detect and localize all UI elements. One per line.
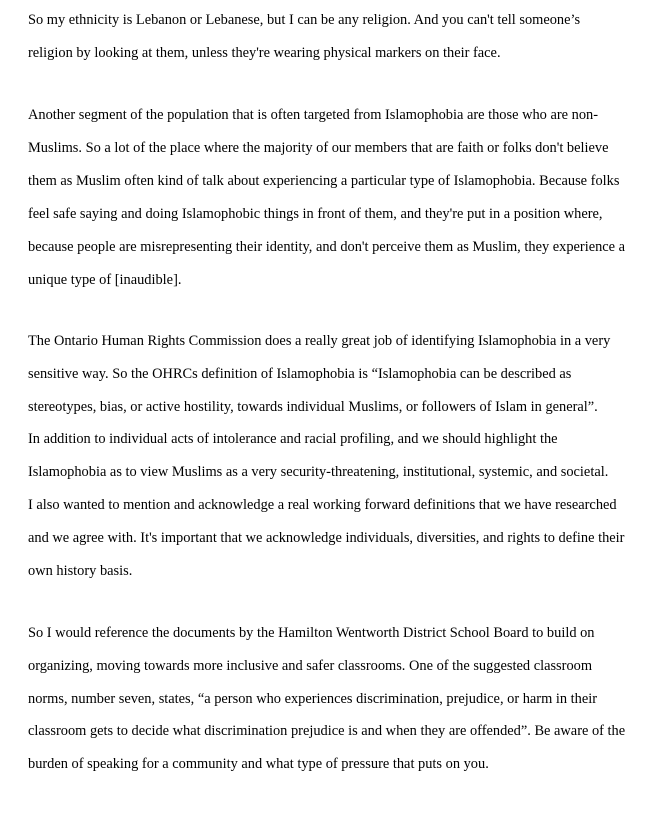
text-line: and we agree with. It's important that we acknowledge individuals, diversities, and rights to define their bbox=[28, 530, 625, 546]
text-line: sensitive way. So the OHRCs definition of Islamophobia is “Islamophobia can be described as bbox=[28, 366, 572, 382]
text-line: religion by looking at them, unless they're wearing physical markers on their face. bbox=[28, 45, 501, 61]
text-line: because people are misrepresenting their identity, and don't perceive them as Muslim, they experience a bbox=[28, 239, 626, 255]
text-line: The Ontario Human Rights Commission does a really great job of identifying Islamophobia in a very bbox=[28, 333, 611, 349]
text-line: So I would reference the documents by the Hamilton Wentworth District School Board to build on bbox=[28, 625, 595, 641]
text-line: them as Muslim often kind of talk about experiencing a particular type of Islamophobia. Because folks bbox=[28, 173, 620, 189]
text-line: Islamophobia as to view Muslims as a very security-threatening, institutional, systemic, and societal. bbox=[28, 464, 609, 480]
text-line: unique type of [inaudible]. bbox=[28, 272, 182, 288]
text-line: I also wanted to mention and acknowledge a real working forward definitions that we have researched bbox=[28, 497, 617, 513]
text-line: Muslims. So a lot of the place where the majority of our members that are faith or folks don't believe bbox=[28, 140, 609, 156]
text-line: organizing, moving towards more inclusive and safer classrooms. One of the suggested classroom bbox=[28, 658, 593, 674]
text-line: stereotypes, bias, or active hostility, towards individual Muslims, or followers of Islam in general”. bbox=[28, 399, 598, 415]
text-line: own history basis. bbox=[28, 563, 133, 579]
text-line: norms, number seven, states, “a person who experiences discrimination, prejudice, or harm in their bbox=[28, 691, 598, 707]
text-line: feel safe saying and doing Islamophobic things in front of them, and they're put in a position where, bbox=[28, 206, 603, 222]
text-line: classroom gets to decide what discrimination prejudice is and when they are offended”. Be aware of the bbox=[28, 723, 626, 739]
text-line: So my ethnicity is Lebanon or Lebanese, but I can be any religion. And you can't tell someone’s bbox=[28, 12, 581, 28]
text-line: In addition to individual acts of intolerance and racial profiling, and we should highlight the bbox=[28, 431, 558, 447]
text-line: burden of speaking for a community and what type of pressure that puts on you. bbox=[28, 756, 489, 772]
text-line: Another segment of the population that is often targeted from Islamophobia are those who are non- bbox=[28, 107, 599, 123]
